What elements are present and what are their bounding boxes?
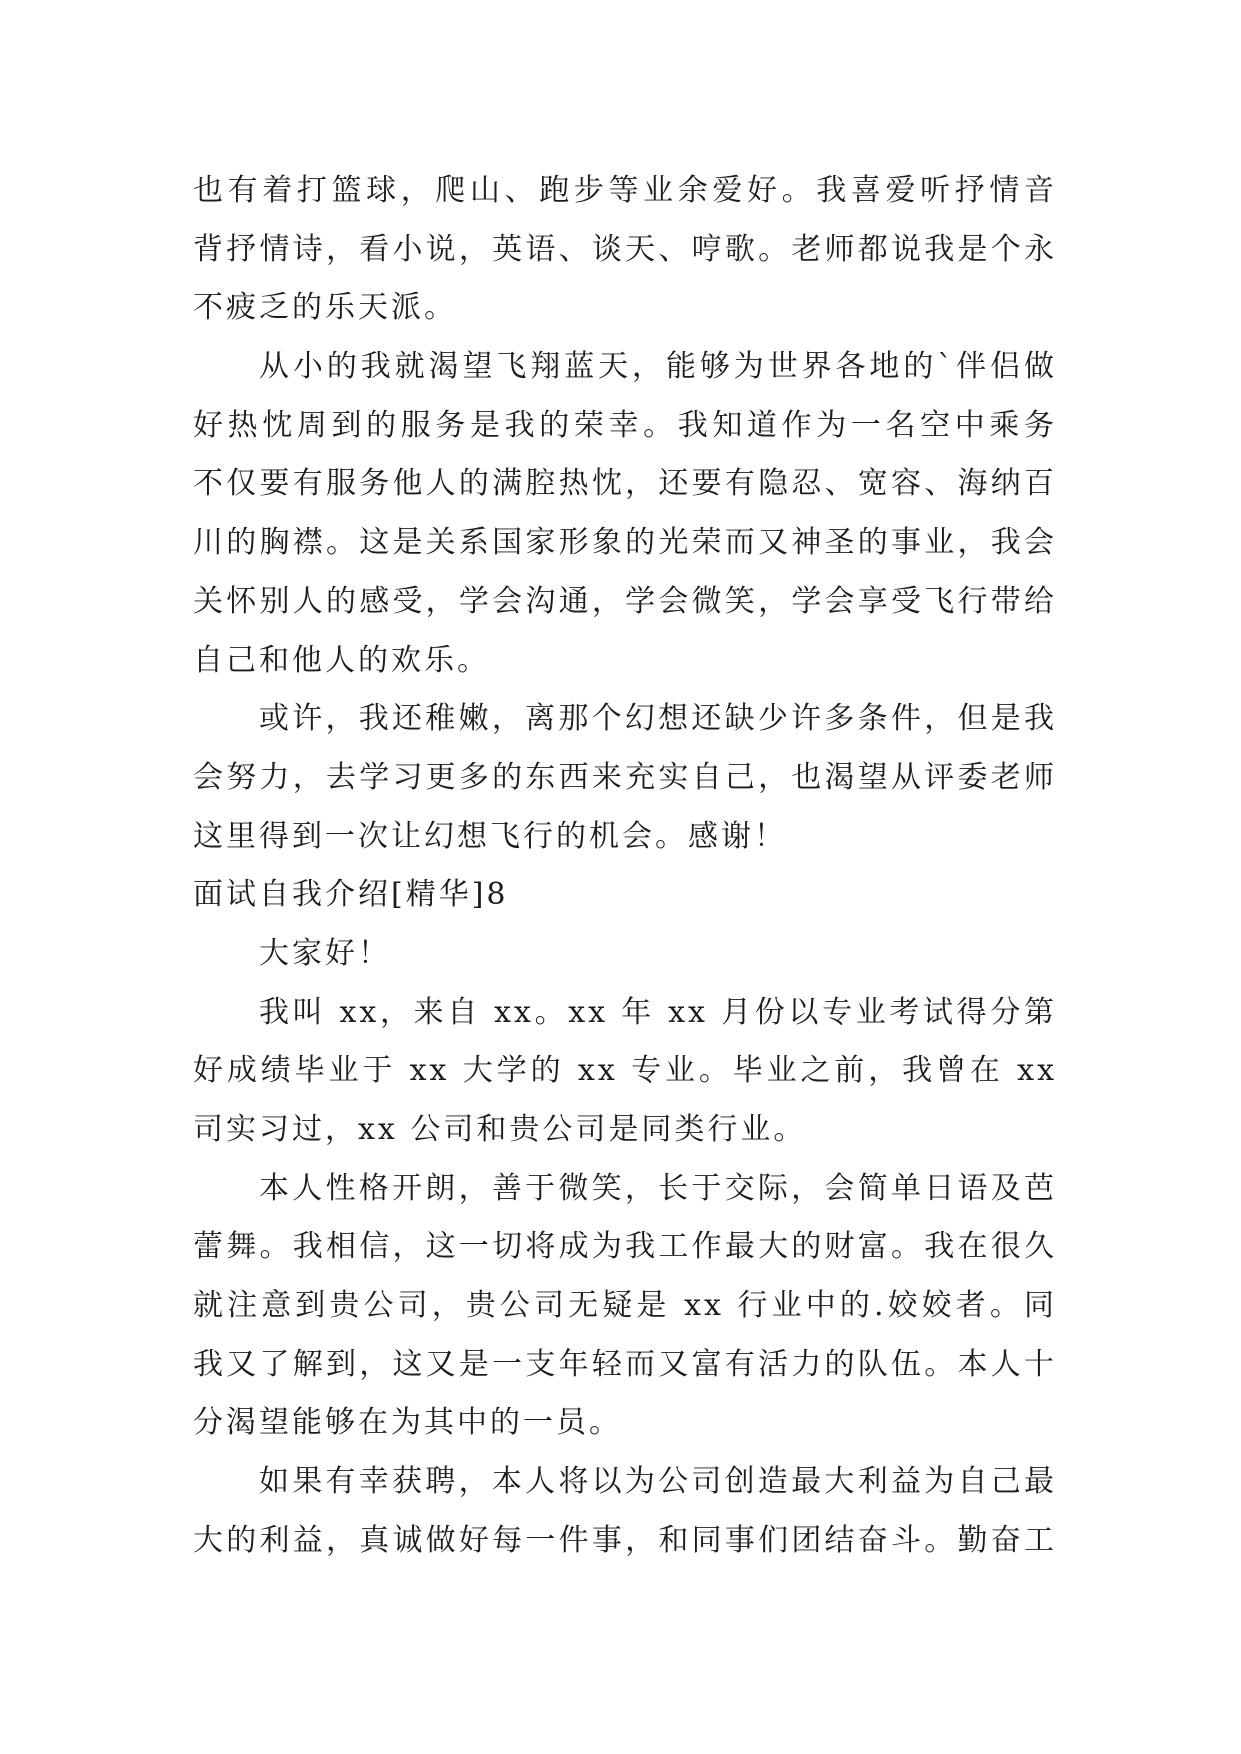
text-line: 也有着打篮球，爬山、跑步等业余爱好。我喜爱听抒情音	[193, 173, 1057, 208]
text-line: 就注意到贵公司，贵公司无疑是 xx 行业中的.姣姣者。同	[193, 1288, 1057, 1324]
text-line: 关怀别人的感受，学会沟通，学会微笑，学会享受飞行带给	[193, 583, 1057, 619]
text-line: 好热忱周到的服务是我的荣幸。我知道作为一名空中乘务	[193, 407, 1057, 443]
paragraph	[193, 1160, 1057, 1453]
text-line: 我叫 xx，来自 xx。xx 年 xx 月份以专业考试得分第	[259, 994, 1057, 1030]
document-body	[193, 162, 1057, 1571]
text-line: 不仅要有服务他人的满腔热忱，还要有隐忍、宽容、海纳百	[193, 466, 1057, 502]
text-line: 大的利益，真诚做好每一件事，和同事们团结奋斗。勤奋工	[193, 1522, 1057, 1558]
text-line: 不疲乏的乐天派。	[193, 290, 457, 326]
paragraph	[193, 690, 1057, 866]
text-line: 从小的我就渴望飞翔蓝天，能够为世界各地的`伴侣做	[259, 349, 1057, 385]
text-line: 大家好！	[259, 935, 391, 971]
text-line: 好成绩毕业于 xx 大学的 xx 专业。毕业之前，我曾在 xx	[193, 1053, 1057, 1089]
text-line: 这里得到一次让幻想飞行的机会。感谢！	[193, 818, 787, 854]
text-line: 我又了解到，这又是一支年轻而又富有活力的队伍。本人十	[193, 1346, 1057, 1382]
paragraph	[193, 162, 1057, 338]
paragraph	[193, 338, 1057, 690]
text-line: 背抒情诗，看小说，英语、谈天、哼歌。老师都说我是个永	[193, 231, 1057, 267]
paragraph	[193, 984, 1057, 1160]
paragraph	[193, 1453, 1057, 1570]
text-line: 本人性格开朗，善于微笑，长于交际，会简单日语及芭	[259, 1170, 1057, 1206]
text-line: 川的胸襟。这是关系国家形象的光荣而又神圣的事业，我会	[193, 525, 1057, 561]
text-line: 自己和他人的欢乐。	[193, 642, 490, 678]
text-line: 司实习过，xx 公司和贵公司是同类行业。	[193, 1112, 807, 1147]
text-line: 会努力，去学习更多的东西来充实自己，也渴望从评委老师	[193, 759, 1057, 795]
text-line: 蕾舞。我相信，这一切将成为我工作最大的财富。我在很久	[193, 1229, 1057, 1265]
text-line: 分渴望能够在为其中的一员。	[193, 1405, 622, 1441]
text-line: 如果有幸获聘，本人将以为公司创造最大利益为自己最	[259, 1464, 1057, 1500]
paragraph	[193, 925, 1057, 984]
text-line: 或许，我还稚嫩，离那个幻想还缺少许多条件，但是我	[259, 701, 1057, 737]
section-heading: 面试自我介绍[精华]8	[193, 877, 509, 913]
